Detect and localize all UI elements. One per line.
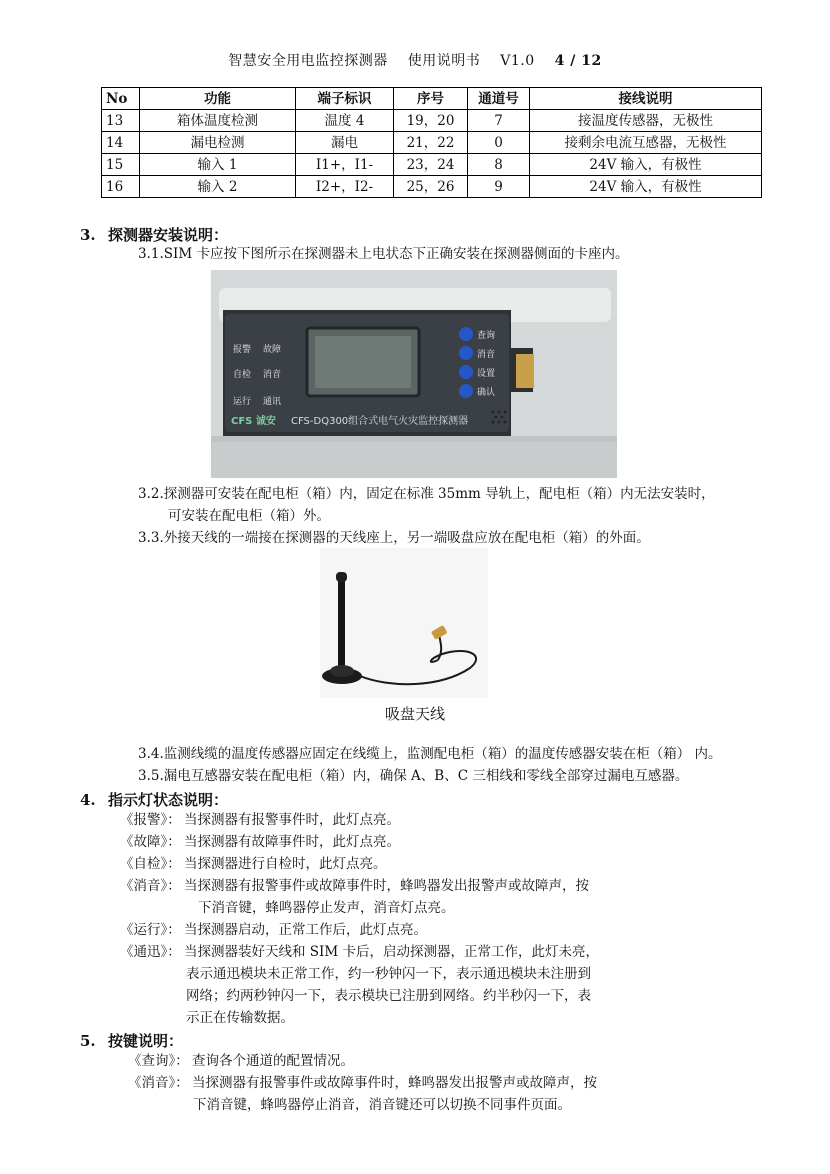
cell-no: 16 [102, 176, 140, 198]
table-header-row [102, 88, 762, 110]
label-fault: 故障 [263, 345, 282, 355]
col-header-index: 序号 [394, 88, 468, 110]
page-header [0, 50, 830, 70]
button-label-confirm: 确认 [477, 388, 496, 398]
cell-wiring: 24V 输入，有极性 [530, 154, 762, 176]
led-term-alarm: 《报警》： [120, 812, 181, 828]
led-desc: 当探测器启动，正常工作后，此灯点亮。 [184, 922, 427, 938]
label-run: 运行 [233, 397, 252, 407]
col-header-wiring: 接线说明 [530, 88, 762, 110]
list-item [120, 875, 589, 897]
list-item [120, 919, 427, 941]
label-comm: 通讯 [263, 397, 282, 407]
col-header-no: No [102, 88, 140, 110]
cell-wiring: 24V 输入，有极性 [530, 176, 762, 198]
section-5-heading [80, 1030, 183, 1051]
key-desc: 当探测器有报警事件或故障事件时，蜂鸣器发出报警声或故障声，按 [192, 1075, 597, 1091]
device-model-label: CFS-DQ300组合式电气火灾监控探测器 [291, 416, 469, 427]
detector-photo [211, 270, 617, 478]
list-item [120, 809, 400, 831]
paragraph-3-4: 3.4.监测线缆的温度传感器应固定在线缆上，监测配电柜（箱）的温度传感器安装在柜（箱） 内。 [138, 746, 722, 762]
antenna-caption: 吸盘天线 [384, 705, 445, 723]
cell-channel: 8 [468, 154, 530, 176]
antenna-photo [320, 548, 488, 698]
label-silence: 消音 [263, 370, 282, 380]
cell-index: 23，24 [394, 154, 468, 176]
paragraph-3-2a: 3.2.探测器可安装在配电柜（箱）内，固定在标准 35mm 导轨上，配电柜（箱）内无法安装时， [138, 486, 715, 502]
terminal-table [101, 87, 762, 198]
cell-terminal: I2+，I2- [296, 176, 394, 198]
cell-index: 21，22 [394, 132, 468, 154]
table-row [102, 176, 762, 198]
section-5-title: 按键说明： [108, 1032, 184, 1050]
section-4-heading [80, 789, 228, 810]
section-4-title: 指示灯状态说明： [108, 791, 229, 809]
cell-channel: 7 [468, 110, 530, 132]
section-3-heading [80, 224, 228, 245]
led-desc: 当探测器进行自检时，此灯点亮。 [184, 856, 387, 872]
paragraph-3-5: 3.5.漏电互感器安装在配电柜（箱）内，确保 A、B、C 三相线和零线全部穿过漏电互感器。 [138, 768, 689, 784]
table-row [102, 154, 762, 176]
led-term-selftest: 《自检》： [120, 856, 181, 872]
section-3-number: 3. [80, 226, 96, 244]
cell-function: 漏电检测 [140, 132, 296, 154]
col-header-channel: 通道号 [468, 88, 530, 110]
label-alarm: 报警 [233, 345, 252, 355]
led-desc: 当探测器有报警事件时，此灯点亮。 [184, 812, 400, 828]
paragraph-3-1: 3.1.SIM 卡应按下图所示在探测器未上电状态下正确安装在探测器侧面的卡座内。 [138, 246, 629, 262]
table-row [102, 110, 762, 132]
button-label-silence: 消音 [477, 350, 496, 360]
cell-index: 19，20 [394, 110, 468, 132]
button-label-query: 查询 [477, 331, 496, 341]
cell-no: 15 [102, 154, 140, 176]
cell-terminal: I1+，I1- [296, 154, 394, 176]
device-brand-logo: CFS 诚安 [231, 416, 276, 427]
cell-terminal: 漏电 [296, 132, 394, 154]
label-selftest: 自检 [233, 370, 252, 380]
col-header-terminal: 端子标识 [296, 88, 394, 110]
section-5-number: 5. [80, 1032, 96, 1050]
page-number: 4 / 12 [554, 53, 602, 69]
list-item [120, 853, 387, 875]
led-desc: 当探测器有报警事件或故障事件时，蜂鸣器发出报警声或故障声，按 [184, 878, 589, 894]
list-item [120, 941, 599, 963]
led-desc-continued: 下消音键，蜂鸣器停止发声，消音灯点亮。 [198, 900, 455, 916]
led-desc: 当探测器有故障事件时，此灯点亮。 [184, 834, 400, 850]
key-term-silence: 《消音》： [128, 1075, 189, 1091]
doc-subtitle: 使用说明书 [407, 53, 481, 69]
led-term-run: 《运行》： [120, 922, 181, 938]
cell-no: 14 [102, 132, 140, 154]
led-desc-continued: 表示通迅模块未正常工作，约一秒钟闪一下，表示通迅模块未注册到 [186, 966, 591, 982]
cell-index: 25，26 [394, 176, 468, 198]
antenna-illustration [320, 548, 488, 698]
doc-title: 智慧安全用电监控探测器 [228, 53, 388, 69]
led-term-comm: 《通迅》： [120, 944, 181, 960]
list-item [128, 1072, 597, 1094]
section-3-title: 探测器安装说明： [108, 226, 229, 244]
led-desc-continued: 示正在传输数据。 [186, 1010, 294, 1026]
led-desc: 当探测器装好天线和 SIM 卡后，启动探测器，正常工作，此灯未亮， [184, 944, 599, 960]
key-desc: 查询各个通道的配置情况。 [192, 1053, 354, 1069]
paragraph-3-2b: 可安装在配电柜（箱）外。 [168, 508, 330, 524]
cell-function: 输入 2 [140, 176, 296, 198]
key-term-query: 《查询》： [128, 1053, 189, 1069]
button-label-setup: 设置 [477, 369, 496, 379]
led-term-silence: 《消音》： [120, 878, 181, 894]
cell-terminal: 温度 4 [296, 110, 394, 132]
cell-wiring: 接剩余电流互感器，无极性 [530, 132, 762, 154]
paragraph-3-3: 3.3.外接天线的一端接在探测器的天线座上，另一端吸盘应放在配电柜（箱）的外面。 [138, 530, 650, 546]
led-desc-continued: 网络；约两秒钟闪一下，表示模块已注册到网络。约半秒闪一下，表 [186, 988, 591, 1004]
cell-channel: 9 [468, 176, 530, 198]
section-4-number: 4. [80, 791, 96, 809]
col-header-function: 功能 [140, 88, 296, 110]
doc-version: V1.0 [500, 53, 535, 69]
list-item [120, 831, 400, 853]
list-item [128, 1050, 354, 1072]
cell-channel: 0 [468, 132, 530, 154]
key-desc-continued: 下消音键，蜂鸣器停止消音，消音键还可以切换不同事件页面。 [193, 1097, 571, 1113]
cell-wiring: 接温度传感器，无极性 [530, 110, 762, 132]
cell-function: 输入 1 [140, 154, 296, 176]
cell-function: 箱体温度检测 [140, 110, 296, 132]
led-term-fault: 《故障》： [120, 834, 181, 850]
cell-no: 13 [102, 110, 140, 132]
table-row [102, 132, 762, 154]
